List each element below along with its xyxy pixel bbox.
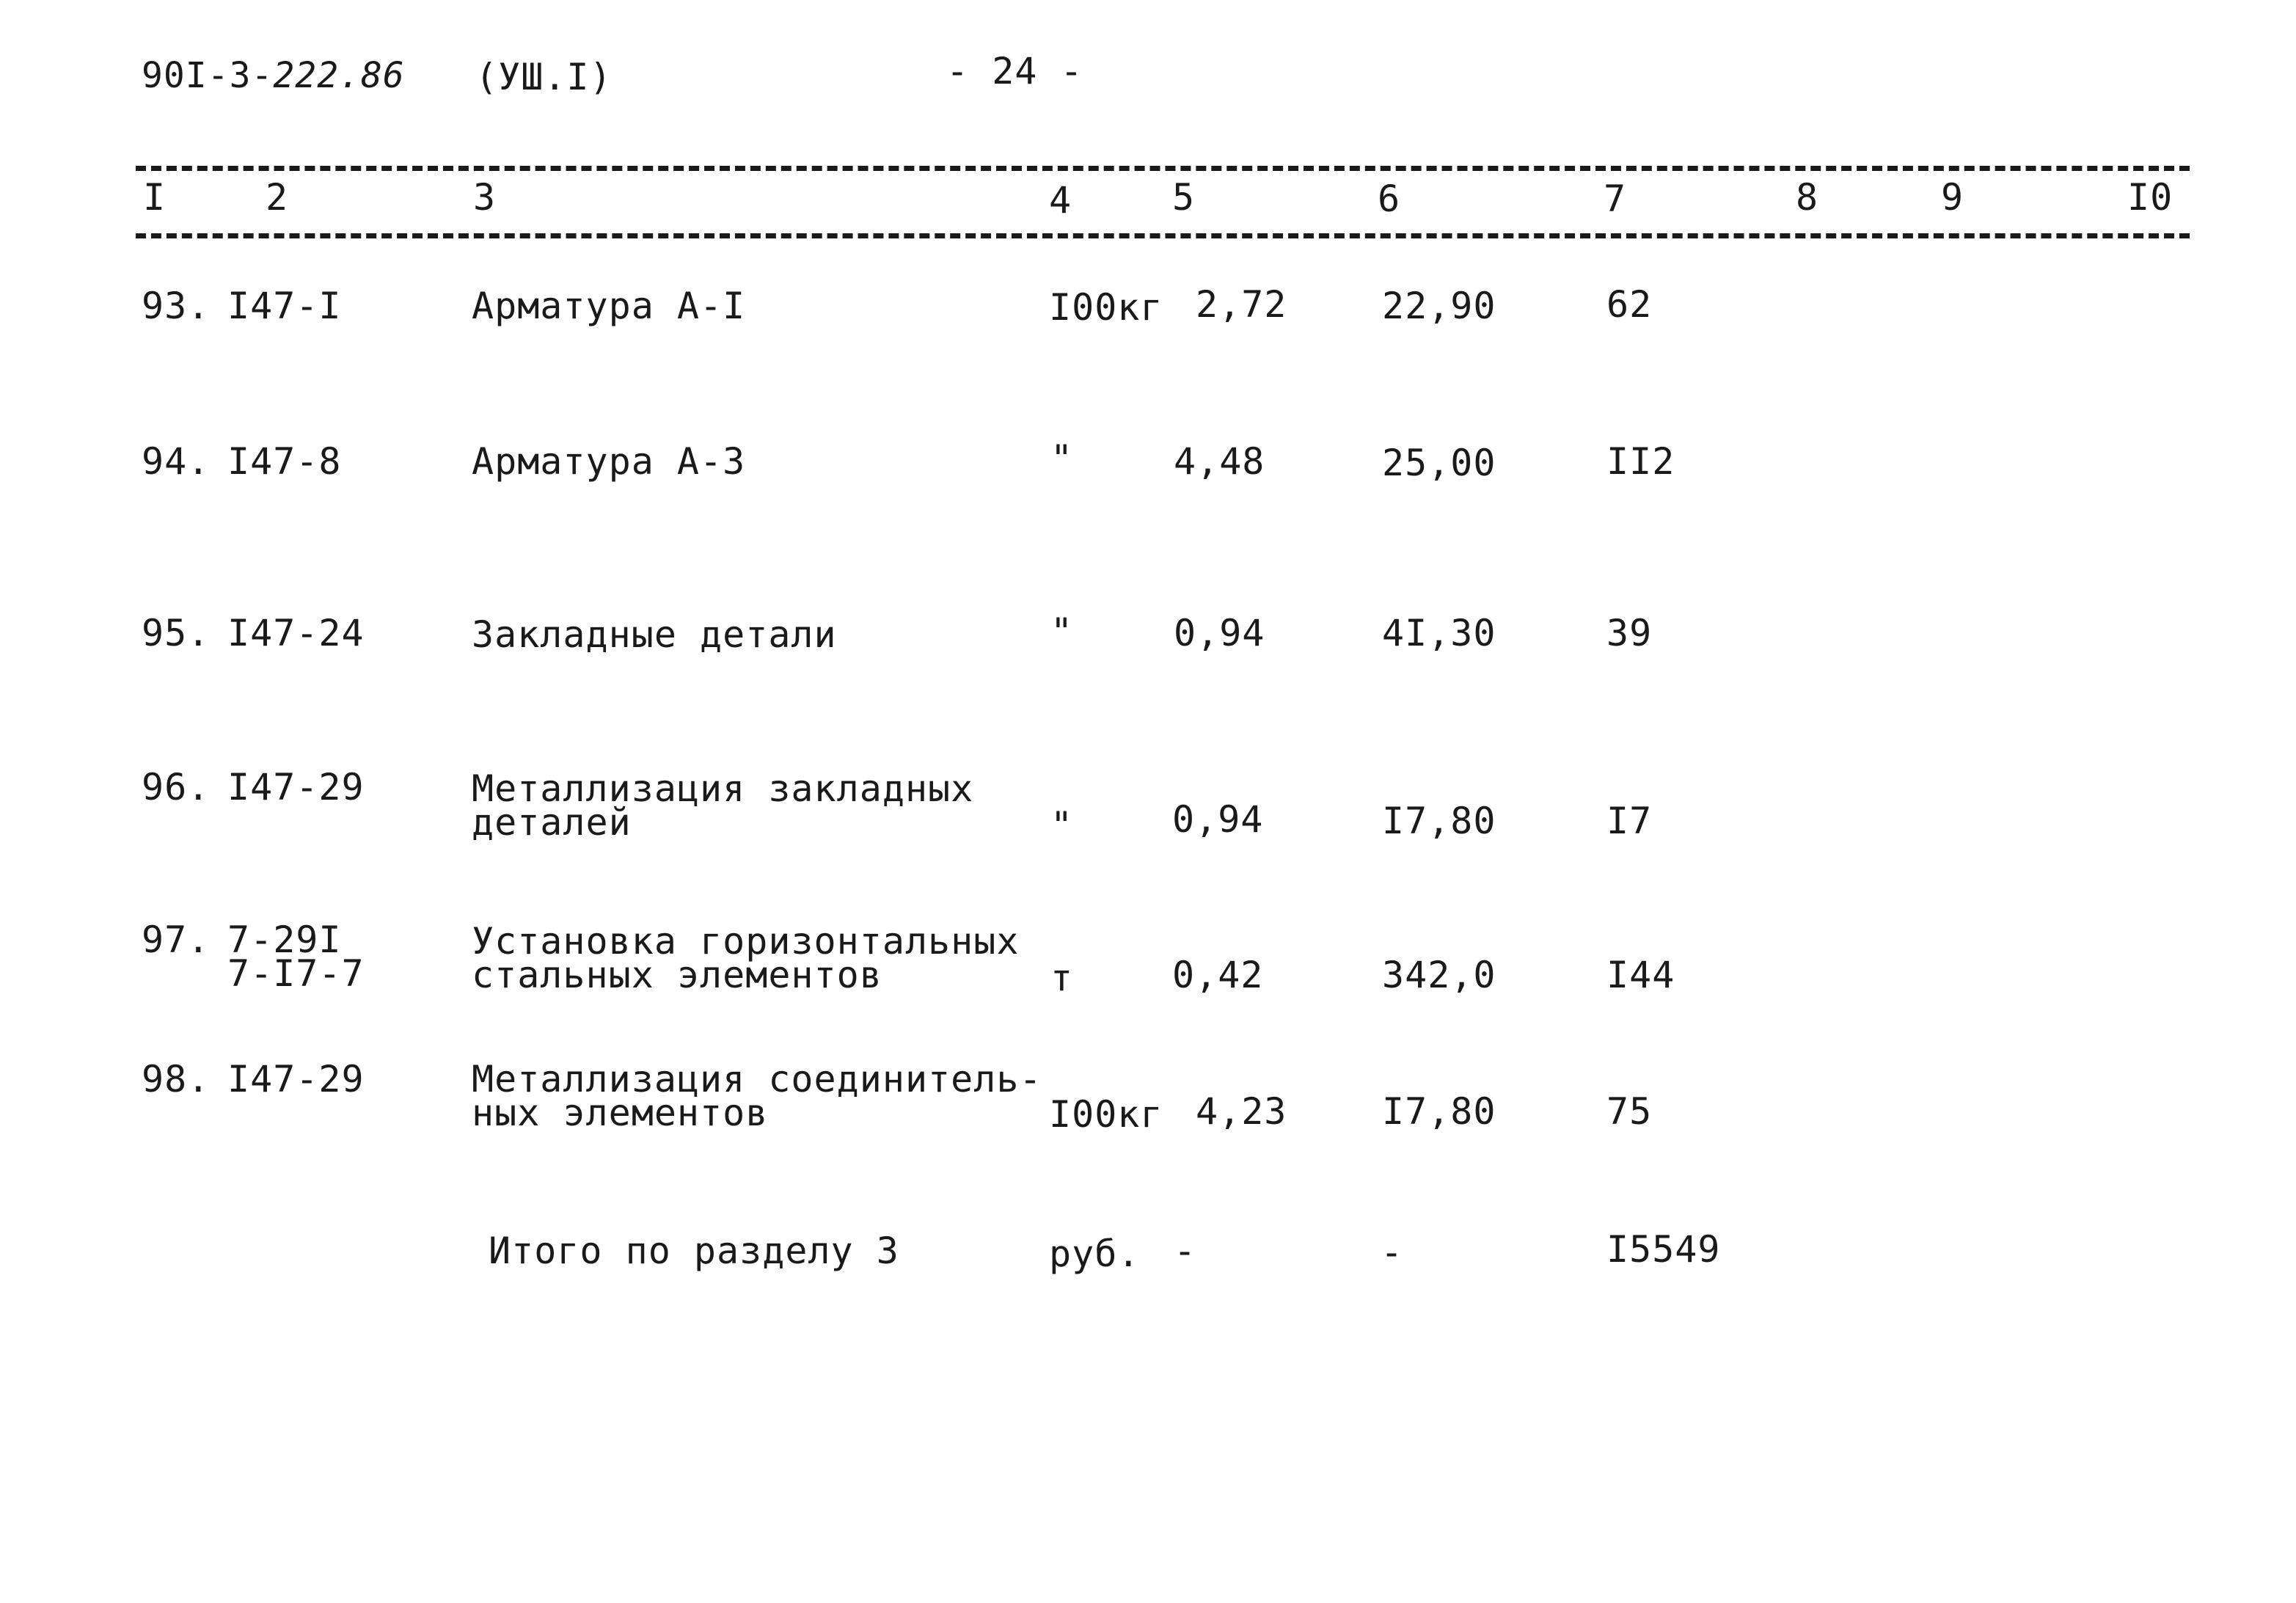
row-number: 96. [142,766,211,808]
column-header-8: 8 [1796,176,1819,219]
column-header-4: 4 [1049,179,1072,222]
norm-code: I47-8 [227,440,342,483]
row-number: 95. [142,612,211,654]
document-code-prefix: 90I-3- [142,55,274,96]
row-number: 93. [142,285,211,327]
row-number: 94. [142,440,211,483]
document-code [142,57,405,94]
summary-total: I5549 [1606,1228,1721,1271]
work-name: Арматура А-3 [472,440,746,483]
summary-unit: руб. [1049,1233,1141,1275]
document-code-suffix: 222.86 [273,55,405,96]
total-cost: I7 [1606,800,1653,842]
unit: т [1050,957,1074,999]
total-cost: I44 [1606,954,1675,996]
unit: " [1050,610,1074,653]
column-header-5: 5 [1172,176,1196,219]
unit-price: 4I,30 [1382,612,1496,654]
quantity: 0,42 [1172,954,1264,996]
column-header-10: I0 [2127,176,2173,219]
norm-code: I47-29 [227,766,365,808]
section-code: (УШ.I) [475,56,613,98]
total-cost: 75 [1606,1090,1653,1133]
unit: " [1050,804,1074,847]
total-cost: 62 [1606,283,1653,326]
norm-code: I47-24 [227,612,365,654]
column-header-1: I [143,176,167,219]
work-name: Металлизация соединитель- ных элементов [472,1058,1042,1134]
table-top-rule [136,166,2190,171]
unit-price: 25,00 [1382,442,1496,484]
total-cost: II2 [1606,440,1675,483]
row-number: 97. [142,919,211,961]
page-number: - 24 - [946,50,1083,92]
summary-price: - [1381,1231,1404,1274]
column-header-6: 6 [1378,178,1401,220]
summary-quantity: - [1174,1230,1197,1272]
norm-code: 7-29I 7-I7-7 [227,919,365,995]
summary-label: Итого по разделу 3 [489,1230,899,1272]
column-header-9: 9 [1941,176,1964,219]
unit: I00кг [1049,1093,1163,1136]
row-number: 98. [142,1058,211,1100]
unit: " [1050,437,1074,480]
unit-price: I7,80 [1382,1090,1496,1133]
quantity: 4,23 [1196,1090,1287,1133]
work-name: Закладные детали [472,613,837,656]
unit: I00кг [1049,286,1163,329]
total-cost: 39 [1606,612,1653,654]
column-header-7: 7 [1604,178,1627,220]
table-header-rule [136,233,2190,238]
norm-code: I47-I [227,285,342,327]
quantity: 4,48 [1174,440,1265,483]
unit-price: 22,90 [1382,285,1496,327]
work-name: Металлизация закладных деталей [472,767,974,844]
work-name: Установка горизонтальных стальных элементов [472,920,1020,996]
unit-price: I7,80 [1382,800,1496,842]
column-header-2: 2 [266,176,289,219]
quantity: 2,72 [1196,283,1287,326]
quantity: 0,94 [1174,612,1265,654]
column-header-3: 3 [473,176,497,219]
work-name: Арматура А-I [472,285,746,327]
unit-price: 342,0 [1382,954,1496,996]
norm-code: I47-29 [227,1058,365,1100]
quantity: 0,94 [1172,798,1264,841]
